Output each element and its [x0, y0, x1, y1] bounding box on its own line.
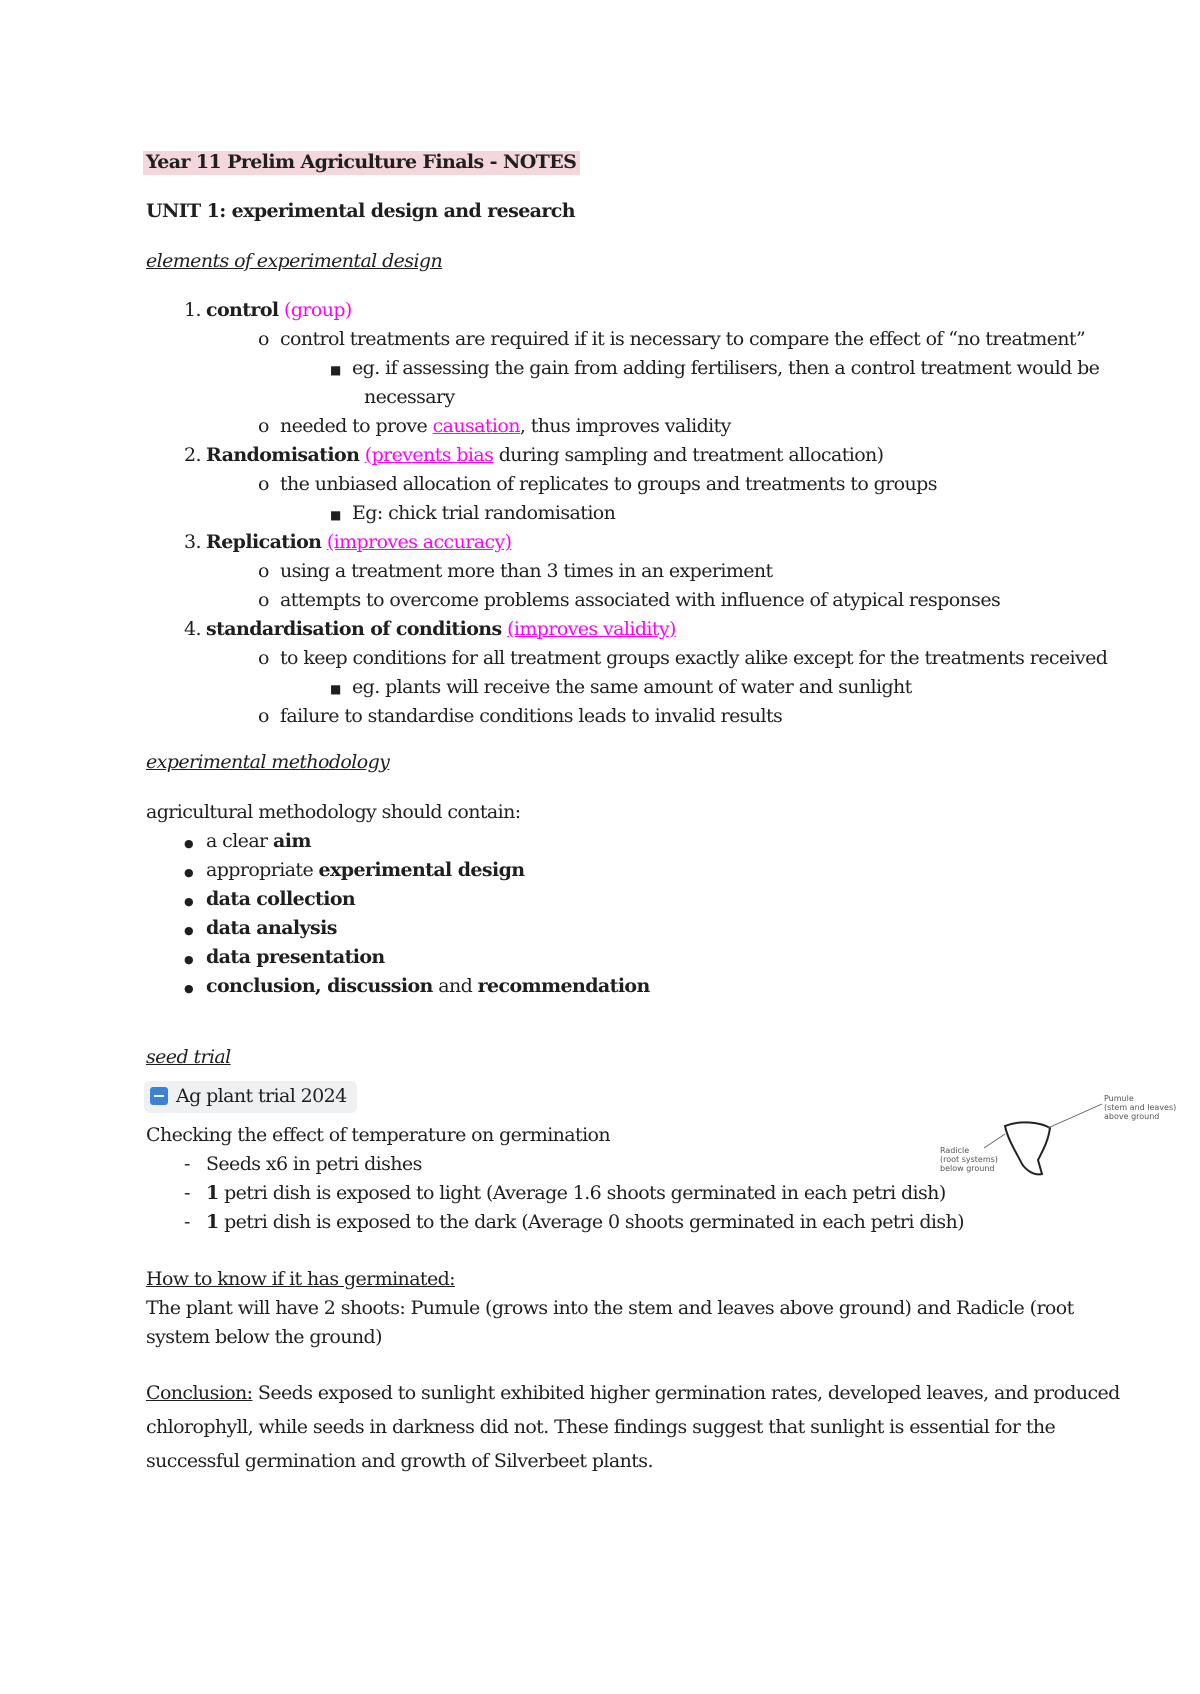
sub-item: o attempts to overcome problems associated with influence of atypical responses [258, 589, 1001, 611]
list-item-randomisation: 2. Randomisation (prevents bias during sampling and treatment allocation) [184, 444, 884, 466]
ag-plant-trial-chip[interactable] [144, 1081, 357, 1113]
bullet-item: ● a clear aim [184, 829, 311, 856]
list-item-replication: 3. Replication (improves accuracy) [184, 531, 512, 553]
square-bullet-icon: ■ [330, 363, 341, 377]
hollow-bullet-icon: o [258, 647, 269, 669]
bullet-icon: ● [184, 837, 193, 850]
sub-sub-item: ■ eg. if assessing the gain from adding fertilisers, then a control treatment would be [330, 356, 1099, 382]
methodology-intro: agricultural methodology should contain: [146, 801, 521, 823]
prevents-bias-link[interactable]: (prevents bias [364, 444, 494, 466]
bullet-item: ● conclusion, discussion and recommendation [184, 974, 650, 1001]
conclusion-line: chlorophyll, while seeds in darkness did not. These findings suggest that sunlight is essential for the [146, 1416, 1056, 1438]
sub-sub-item-continued: necessary [364, 386, 455, 408]
causation-link[interactable]: causation [432, 415, 520, 437]
list-number: 4. [184, 618, 201, 640]
seed-trial-intro: Checking the effect of temperature on germination [146, 1124, 611, 1146]
section-heading-seed-trial: seed trial [146, 1046, 231, 1068]
dash-item: - 1 petri dish is exposed to light (Average 1.6 shoots germinated in each petri dish) [184, 1182, 946, 1204]
list-number: 1. [184, 299, 201, 321]
bullet-icon: ● [184, 924, 193, 937]
conclusion-label: Conclusion: [146, 1382, 253, 1404]
dash-item: - 1 petri dish is exposed to the dark (Average 0 shoots germinated in each petri dish) [184, 1211, 964, 1233]
sub-item: o to keep conditions for all treatment groups exactly alike except for the treatments received [258, 647, 1108, 669]
hollow-bullet-icon: o [258, 473, 269, 495]
sub-item: o needed to prove causation, thus improves validity [258, 415, 731, 437]
square-bullet-icon: ■ [330, 508, 341, 522]
dash-marker: - [184, 1182, 190, 1204]
plumule-label: Pumule (stem and leaves) above ground [1104, 1094, 1177, 1121]
section-heading-elements: elements of experimental design [146, 250, 443, 272]
germination-diagram [930, 1090, 1177, 1214]
germination-text-line: The plant will have 2 shoots: Pumule (grows into the stem and leaves above ground) and Radicle (root [146, 1297, 1074, 1319]
sub-item: o using a treatment more than 3 times in an experiment [258, 560, 773, 582]
square-bullet-icon: ■ [330, 682, 341, 696]
bullet-item: ● data analysis [184, 916, 337, 943]
improves-validity-link[interactable]: (improves validity) [507, 618, 676, 640]
bullet-item: ● data collection [184, 887, 355, 914]
conclusion-line: Conclusion: Seeds exposed to sunlight exhibited higher germination rates, developed leaves, and produced [146, 1382, 1120, 1404]
section-heading-methodology: experimental methodology [146, 751, 390, 773]
sub-item: o failure to standardise conditions leads to invalid results [258, 705, 783, 727]
hollow-bullet-icon: o [258, 589, 269, 611]
hollow-bullet-icon: o [258, 328, 269, 350]
bullet-icon: ● [184, 866, 193, 879]
hollow-bullet-icon: o [258, 705, 269, 727]
bullet-icon: ● [184, 982, 193, 995]
germination-heading: How to know if it has germinated: [146, 1268, 455, 1290]
germination-text-line: system below the ground) [146, 1326, 382, 1348]
hollow-bullet-icon: o [258, 560, 269, 582]
dash-item: - Seeds x6 in petri dishes [184, 1153, 422, 1175]
unit-heading: UNIT 1: experimental design and research [146, 200, 575, 222]
list-number: 3. [184, 531, 201, 553]
list-item-standardisation: 4. standardisation of conditions (improves validity) [184, 618, 676, 640]
dash-marker: - [184, 1211, 190, 1233]
minus-square-icon [150, 1087, 168, 1105]
sub-item: o the unbiased allocation of replicates to groups and treatments to groups [258, 473, 937, 495]
sub-sub-item: ■ Eg: chick trial randomisation [330, 501, 615, 527]
hollow-bullet-icon: o [258, 415, 269, 437]
list-number: 2. [184, 444, 201, 466]
improves-accuracy-link[interactable]: (improves accuracy) [326, 531, 512, 553]
dash-marker: - [184, 1153, 190, 1175]
document-title: Year 11 Prelim Agriculture Finals - NOTES [146, 150, 580, 174]
bullet-icon: ● [184, 895, 193, 908]
sub-sub-item: ■ eg. plants will receive the same amount of water and sunlight [330, 675, 912, 701]
radicle-label: Radicle (root systems) below ground [940, 1146, 998, 1173]
bullet-item: ● appropriate experimental design [184, 858, 524, 885]
bullet-icon: ● [184, 953, 193, 966]
bullet-item: ● data presentation [184, 945, 385, 972]
chip-label: Ag plant trial 2024 [176, 1085, 347, 1107]
sub-item: o control treatments are required if it is necessary to compare the effect of “no treatment” [258, 328, 1086, 350]
conclusion-line: successful germination and growth of Silverbeet plants. [146, 1450, 653, 1472]
list-item-control: 1. control (group) [184, 299, 352, 321]
